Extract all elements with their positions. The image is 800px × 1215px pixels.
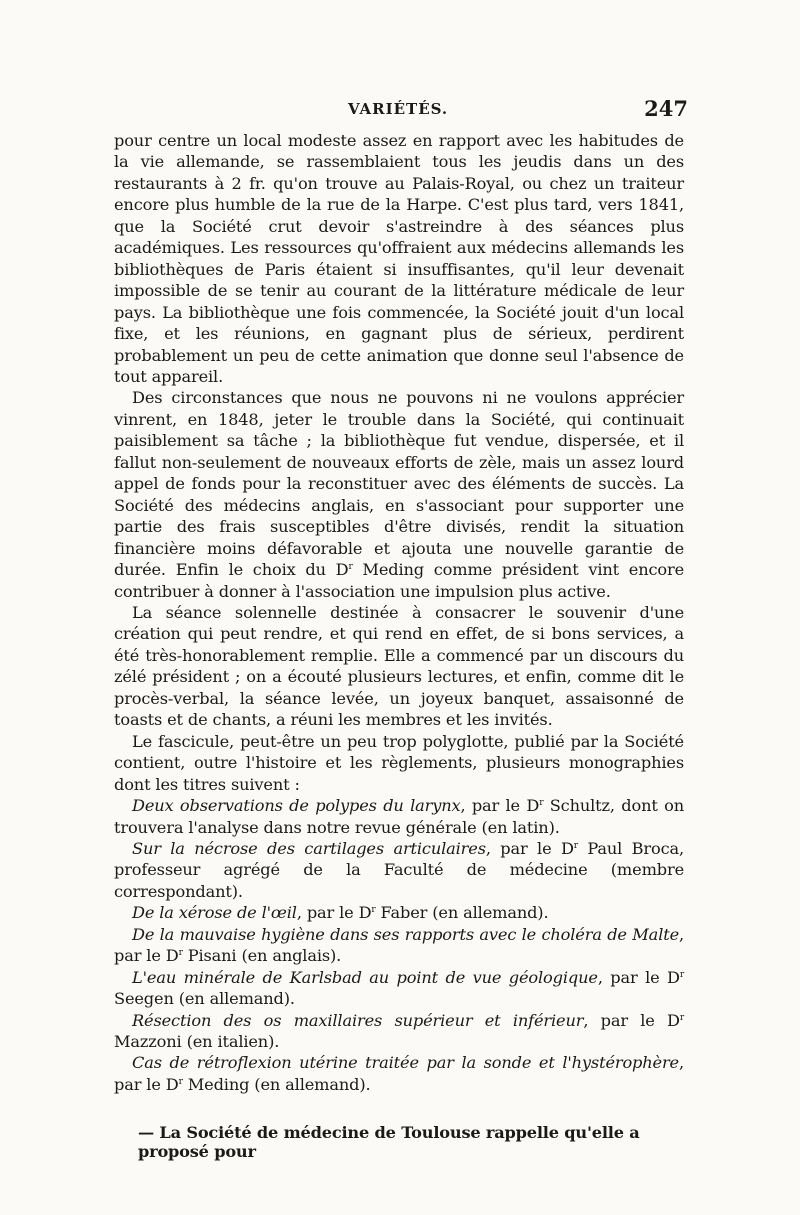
body-text (114, 130, 684, 1095)
paragraph-4: Le fascicule, peut-être un peu trop polyglotte, publié par la Société contient, outre l'histoire et les règlements, plusieurs monographies dont les titres suivent : (114, 731, 684, 794)
running-head: VARIÉTÉS. (348, 100, 449, 118)
monograph-entry: Sur la nécrose des cartilages articulaires, par le $D^r$ Paul Broca, professeur agrégé de la Faculté de médecine (membre correspondant). (114, 838, 684, 901)
monograph-entry: Résection des os maxillaires supérieur et inférieur, par le $D^r$ Mazzoni (en italien). (114, 1010, 684, 1052)
page-number: 247 (644, 96, 688, 121)
paragraph-3: La séance solennelle destinée à consacrer le souvenir d'une création qui peut rendre, et qui rend en effet, de si bons services, a été très-honorablement remplie. Elle a commencé par un discours du zélé président ; on a écouté plusieurs lectures, et enfin, comme dit le procès-verbal, la séance levée, un joyeux banquet, assaisonné de toasts et de chants, a réuni les membres et les invités. (114, 602, 684, 730)
page-header (0, 96, 800, 126)
paragraph-1: pour centre un local modeste assez en rapport avec les habitudes de la vie allemande, se rassemblaient tous les jeudis dans un des restaurants à 2 fr. qu'on trouve au Palais-Royal, ou chez un traiteur encore plus humble de la rue de la Harpe. C'est plus tard, vers 1841, que la Société crut devoir s'astreindre à des séances plus académiques. Les ressources qu'offraient aux médecins allemands les bibliothèques de Paris étaient si insuffisantes, qu'il leur devenait impossible de se tenir au courant de la littérature médicale de leur pays. La bibliothèque une fois commencée, la Société jouit d'un local fixe, et les réunions, en gagnant plus de sérieux, perdirent probablement un peu de cette animation que donne seul l'absence de tout appareil. (114, 131, 684, 386)
next-section-line: — La Société de médecine de Toulouse rappelle qu'elle a proposé pour (138, 1123, 640, 1161)
monograph-entry: De la mauvaise hygiène dans ses rapports avec le choléra de Malte, par le $D^r$ Pisani (en anglais). (114, 924, 684, 966)
monograph-entry: De la xérose de l'œil, par le $D^r$ Faber (en allemand). (132, 903, 549, 923)
paragraph-2: Des circonstances que nous ne pouvons ni ne voulons apprécier vinrent, en 1848, jeter le trouble dans la Société, qui continuait paisiblement sa tâche ; la bibliothèque fut vendue, dispersée, et il fallut non-seulement de nouveaux efforts de zèle, mais un assez lourd appel de fonds pour la reconstituer avec des éléments de succès. La Société des médecins anglais, en s'associant pour supporter une partie des frais susceptibles d'être divisés, rendit la situation financière moins défavorable et ajouta une nouvelle garantie de durée. Enfin le choix du $D^r$ Meding comme président vint encore contribuer à donner à l'association une impulsion plus active. (114, 388, 684, 601)
monograph-entry: Cas de rétroflexion utérine traitée par la sonde et l'hystérophère, par le $D^r$ Meding (en allemand). (114, 1053, 684, 1094)
monograph-entry: Deux observations de polypes du larynx, par le $D^r$ Schultz, dont on trouvera l'analyse dans notre revue générale (en latin). (114, 796, 684, 837)
monograph-entry: L'eau minérale de Karlsbad au point de vue géologique, par le $D^r$ Seegen (en allemand). (114, 967, 684, 1009)
